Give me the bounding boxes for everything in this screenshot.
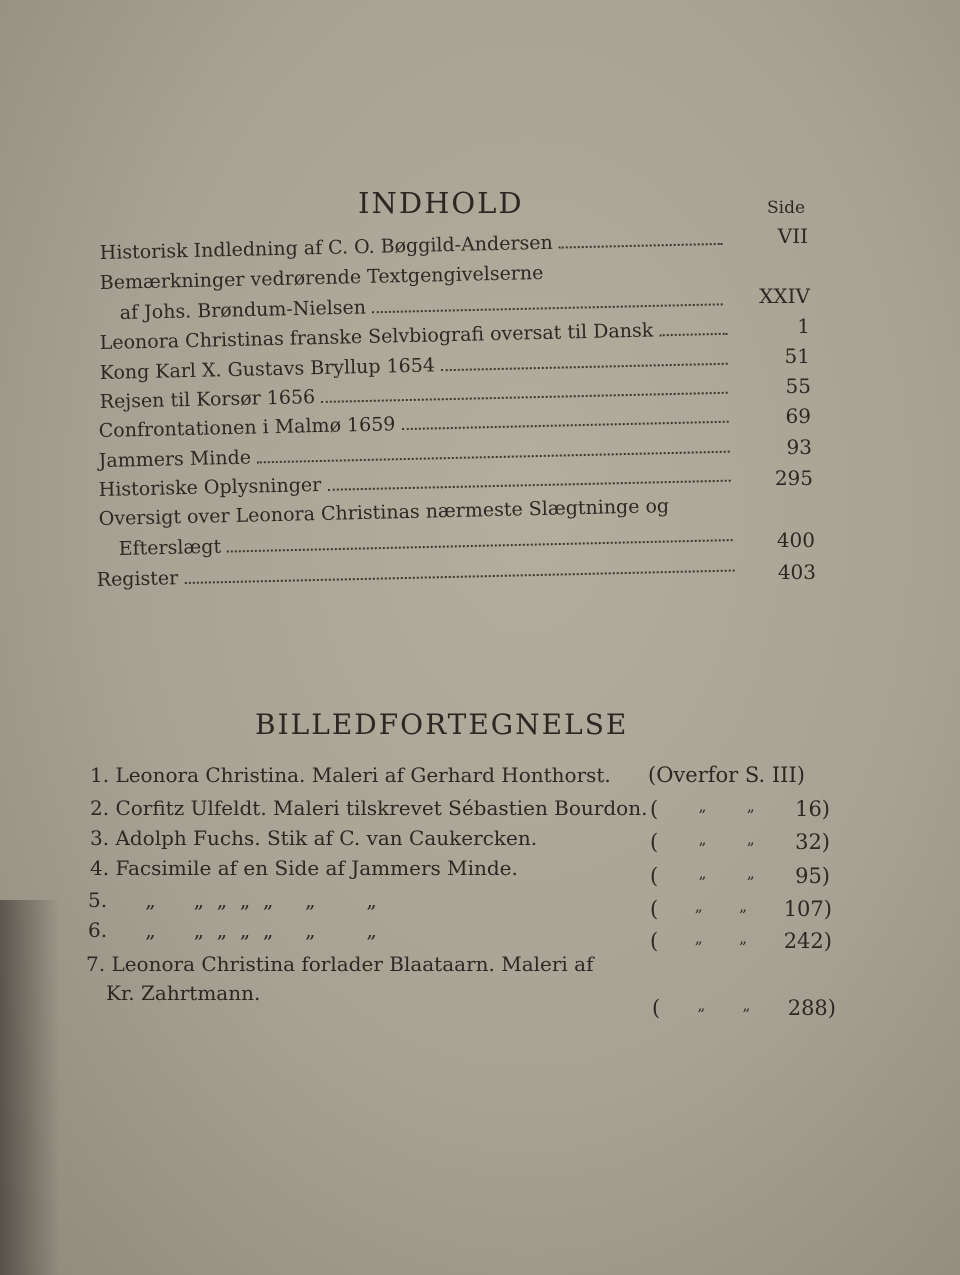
illustration-ref: ( „ „ 95) [650,864,830,888]
toc-page: 295 [774,466,813,490]
toc-entry: Bemærkninger vedrørende Textgengivelserne [99,261,544,294]
toc-page: XXIV [759,284,810,308]
illustration-item: 6. „ „ „ „ „ „ „ [88,918,377,942]
illustration-item: 2. Corfitz Ulfeldt. Maleri tilskrevet Sébastien Bourdon. [90,796,648,820]
illustration-ref: ( „ „ 32) [650,830,830,854]
toc-entry: Efterslægt [119,524,735,560]
illustrations-title: BILLEDFORTEGNELSE [255,708,629,741]
illustration-ref: ( „ „ 242) [650,929,832,953]
illustration-ref: ( „ „ 288) [652,996,836,1020]
toc-page: VII [777,224,808,248]
illustration-item: Kr. Zahrtmann. [106,981,261,1005]
toc-entry: Historiske Oplysninger [99,465,733,501]
toc-entry: Jammers Minde [99,436,732,472]
toc-entry: Leonora Christinas franske Selvbiografi oversat til Dansk [100,318,730,354]
toc-entry: af Johs. Brøndum-Nielsen [120,288,725,324]
contents-title: INDHOLD [358,186,524,220]
toc-entry: Confrontationen i Malmø 1659 [99,406,731,442]
shadow [0,900,60,1275]
toc-entry: Rejsen til Korsør 1656 [100,377,730,413]
toc-entry: Historisk Indledning af C. O. Bøggild-Andersen [100,228,725,264]
toc-page: 403 [777,560,816,584]
illustration-ref: (Overfor S. III) [648,763,805,787]
toc-page: 55 [785,374,811,398]
illustration-item: 1. Leonora Christina. Maleri af Gerhard Honthorst. [90,763,611,787]
illustration-ref: ( „ „ 16) [650,797,830,821]
side-label: Side [767,198,806,218]
toc-entry: Register [97,554,737,591]
toc-page: 1 [797,314,810,338]
toc-page: 400 [776,528,815,552]
illustration-ref: ( „ „ 107) [650,897,832,921]
illustration-item: 5. „ „ „ „ „ „ „ [88,888,377,912]
toc-entry: Kong Karl X. Gustavs Bryllup 1654 [100,348,730,384]
toc-page: 69 [785,404,811,428]
toc-page: 51 [784,344,810,368]
toc-page: 93 [786,435,812,459]
toc-entry: Oversigt over Leonora Christinas nærmeste Slægtninge og [98,495,670,530]
illustration-item: 3. Adolph Fuchs. Stik af C. van Caukercken. [90,826,538,850]
illustration-item: 4. Facsimile af en Side af Jammers Minde. [90,856,518,880]
illustration-item: 7. Leonora Christina forlader Blaataarn. Maleri af [86,952,594,976]
